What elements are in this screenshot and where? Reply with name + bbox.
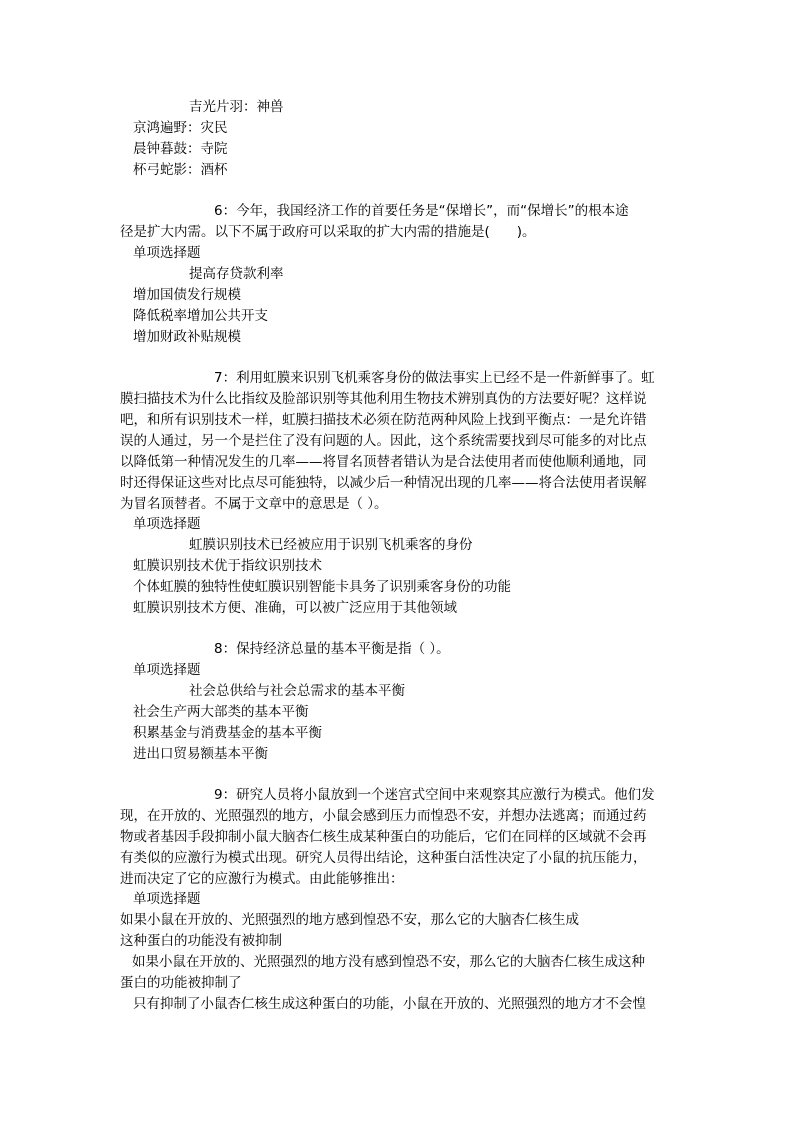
q9-stem-line: 进而决定了它的应激行为模式。由此能够推出： <box>120 871 404 887</box>
q9-option-c: 只有抑制了小鼠杏仁核生成这种蛋白的功能，小鼠在开放的、光照强烈的地方才不会惶 <box>133 996 646 1012</box>
q6-option-c: 降低税率增加公共开支 <box>133 308 268 324</box>
q6-option-b: 增加国债发行规模 <box>133 287 241 303</box>
q7-stem-line: 以降低第一种情况发生的几率——将冒名顶替者错认为是合法使用者而使他顺利通地，同 <box>120 454 647 470</box>
q7-stem-line: 误的人通过，另一个是拦住了没有问题的人。因此，这个系统需要找到尽可能多的对比点 <box>120 433 647 449</box>
q6-stem-line: 径是扩大内需。以下不属于政府可以采取的扩大内需的措施是( )。 <box>120 224 536 240</box>
q9-stem-line: 9：研究人员将小鼠放到一个迷宫式空间中来观察其应激行为模式。他们发 <box>214 787 655 803</box>
q6-stem <box>120 201 675 243</box>
q7-option-d: 虹膜识别技术方便、准确，可以被广泛应用于其他领域 <box>133 600 457 616</box>
q6-option-d: 增加财政补贴规模 <box>133 329 241 345</box>
q8-option-a: 社会总供给与社会总需求的基本平衡 <box>189 683 405 699</box>
q9-stem-line: 有类似的应激行为模式出现。研究人员得出结论，这种蛋白活性决定了小鼠的抗压能力， <box>120 850 647 866</box>
q7-stem-line: 吧，和所有识别技术一样，虹膜扫描技术必须在防范两种风险上找到平衡点：一是允许错 <box>120 412 647 428</box>
q9-stem <box>120 785 675 890</box>
idiom-option-d: 杯弓蛇影：酒杯 <box>133 162 228 178</box>
q9-type-label: 单项选择题 <box>133 891 201 907</box>
q6-option-a: 提高存贷款利率 <box>189 266 284 282</box>
q9-option-a-line: 这种蛋白的功能没有被抑制 <box>120 933 282 949</box>
q7-stem-line: 时还得保证这些对比点尽可能独特，以减少后一种情况出现的几率——将合法使用者误解 <box>120 475 647 491</box>
q9-option-a-line: 如果小鼠在开放的、光照强烈的地方感到惶恐不安，那么它的大脑杏仁核生成 <box>120 912 579 928</box>
idiom-option-b: 京鸿遍野：灾民 <box>133 120 228 136</box>
q9-option-b-line: 如果小鼠在开放的、光照强烈的地方没有感到惶恐不安，那么它的大脑杏仁核生成这种 <box>132 954 645 970</box>
q7-stem <box>120 368 675 515</box>
q7-stem-line: 为冒名顶替者。不属于文章中的意思是（ ）。 <box>120 496 388 512</box>
q6-type-label: 单项选择题 <box>133 245 201 261</box>
q7-stem-line: 7：利用虹膜来识别飞机乘客身份的做法事实上已经不是一件新鲜事了。虹 <box>214 370 655 386</box>
q7-option-c: 个体虹膜的独特性使虹膜识别智能卡具务了识别乘客身份的功能 <box>133 579 511 595</box>
q8-option-b: 社会生产两大部类的基本平衡 <box>133 704 309 720</box>
q9-option-a <box>120 910 680 952</box>
q8-option-d: 进出口贸易额基本平衡 <box>133 746 268 762</box>
idiom-option-c: 晨钟暮鼓：寺院 <box>133 141 228 157</box>
q8-option-c: 积累基金与消费基金的基本平衡 <box>133 725 322 741</box>
q7-type-label: 单项选择题 <box>133 516 201 532</box>
q9-option-b-line: 蛋白的功能被抑制了 <box>120 975 242 991</box>
idiom-option-a: 吉光片羽：神兽 <box>189 99 284 115</box>
q9-stem-line: 现，在开放的、光照强烈的地方，小鼠会感到压力而惶恐不安，并想办法逃离；而通过药 <box>120 808 647 824</box>
q7-option-b: 虹膜识别技术优于指纹识别技术 <box>133 558 322 574</box>
q9-stem-line: 物或者基因手段抑制小鼠大脑杏仁核生成某种蛋白的功能后，它们在同样的区域就不会再 <box>120 829 647 845</box>
q7-option-a: 虹膜识别技术已经被应用于识别飞机乘客的身份 <box>189 537 473 553</box>
q9-option-b <box>120 952 680 994</box>
q8-stem: 8：保持经济总量的基本平衡是指（ ）。 <box>214 641 450 657</box>
q8-type-label: 单项选择题 <box>133 662 201 678</box>
q6-stem-line: 6：今年，我国经济工作的首要任务是“保增长”，而“保增长”的根本途 <box>214 203 629 219</box>
q7-stem-line: 膜扫描技术为什么比指纹及脸部识别等其他利用生物技术辨别真伪的方法要好呢？这样说 <box>120 391 647 407</box>
